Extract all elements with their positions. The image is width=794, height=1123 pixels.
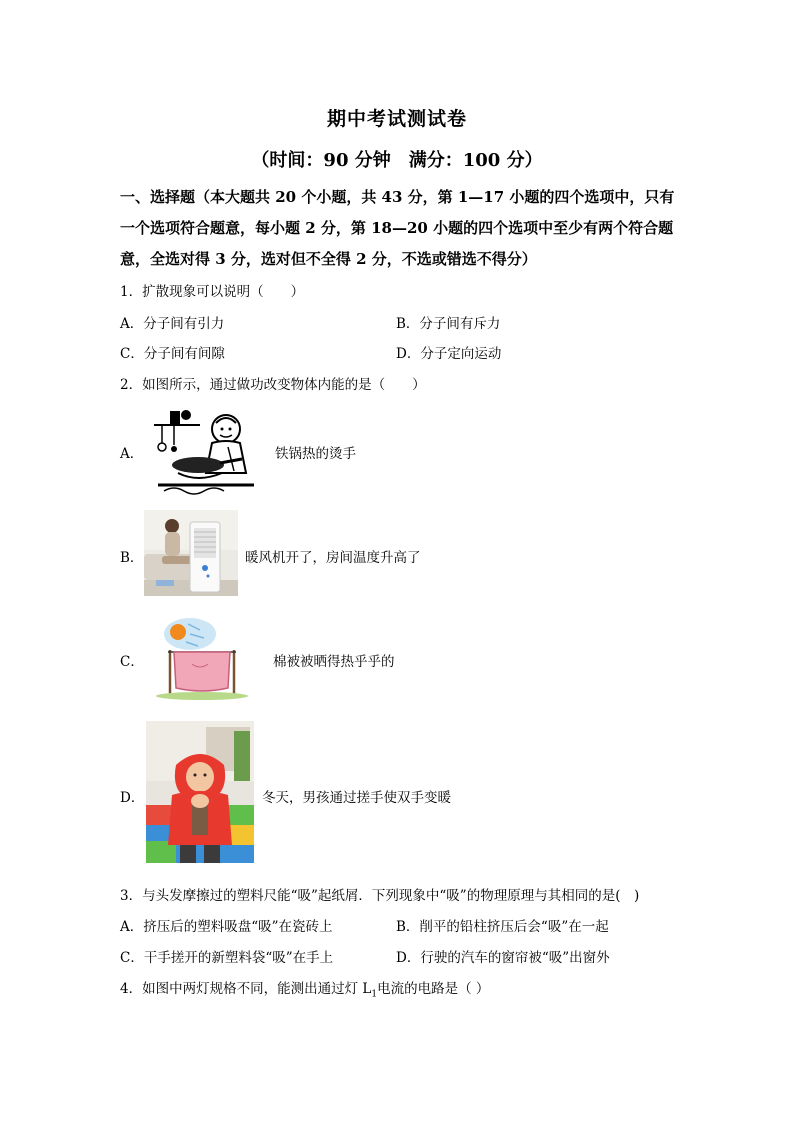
q2-option-d-letter: D．	[120, 790, 145, 806]
q2-option-a-letter: A．	[120, 446, 144, 462]
q2-option-c-letter: C．	[120, 654, 144, 670]
q2-option-b-text: 暖风机开了，房间温度升高了	[245, 550, 421, 566]
q4-stem	[120, 977, 489, 1000]
cooking-wok-illustration	[150, 403, 262, 498]
quilt-sun-illustration	[152, 614, 256, 700]
q3-option-a: A．挤压后的塑料吸盘“吸”在瓷砖上	[120, 919, 333, 935]
section-heading: 一、选择题（本大题共 20 个小题，共 43 分，第 1—17 小题的四个选项中，只有一个选项符合题意，每小题 2 分，第 18—20 小题的四个选项中至少有两个符合题意，全选对得 3 分，选对但不全得 2 分，不选或错选不得分）	[120, 188, 675, 268]
page-subtitle: （时间：90 分钟 满分：100 分）	[251, 150, 543, 171]
q4-stem-post: 电流的电路是（ ）	[377, 981, 490, 997]
room-heater-photo	[144, 510, 238, 596]
q3-option-b: B．削平的铅柱挤压后会“吸”在一起	[396, 919, 609, 935]
q2-option-d-text: 冬天，男孩通过搓手使双手变暖	[262, 790, 451, 806]
q1-option-c: C．分子间有间隙	[120, 346, 225, 362]
boy-rubbing-hands-photo	[146, 721, 254, 863]
q2-option-a-text: 铁锅热的烫手	[275, 446, 356, 462]
q1-option-d: D．分子定向运动	[396, 346, 502, 362]
q1-stem: 1．扩散现象可以说明（ ）	[120, 284, 305, 300]
q2-option-c-text: 棉被被晒得热乎乎的	[273, 654, 395, 670]
q4-stem-pre: 4．如图中两灯规格不同，能测出通过灯 L	[120, 981, 372, 997]
q3-stem: 3．与头发摩擦过的塑料尺能“吸”起纸屑．下列现象中“吸”的物理原理与其相同的是( )	[120, 888, 640, 904]
q1-option-a: A．分子间有引力	[120, 316, 225, 332]
q3-option-d: D．行驶的汽车的窗帘被“吸”出窗外	[396, 950, 610, 966]
page-title: 期中考试测试卷	[326, 108, 467, 130]
q2-stem: 2．如图所示，通过做功改变物体内能的是（ ）	[120, 377, 426, 393]
q1-option-b: B．分子间有斥力	[396, 316, 501, 332]
q2-option-b-letter: B．	[120, 550, 144, 566]
q4-stem-subscript: 1	[371, 989, 378, 1000]
q3-option-c: C．干手搓开的新塑料袋“吸”在手上	[120, 950, 334, 966]
